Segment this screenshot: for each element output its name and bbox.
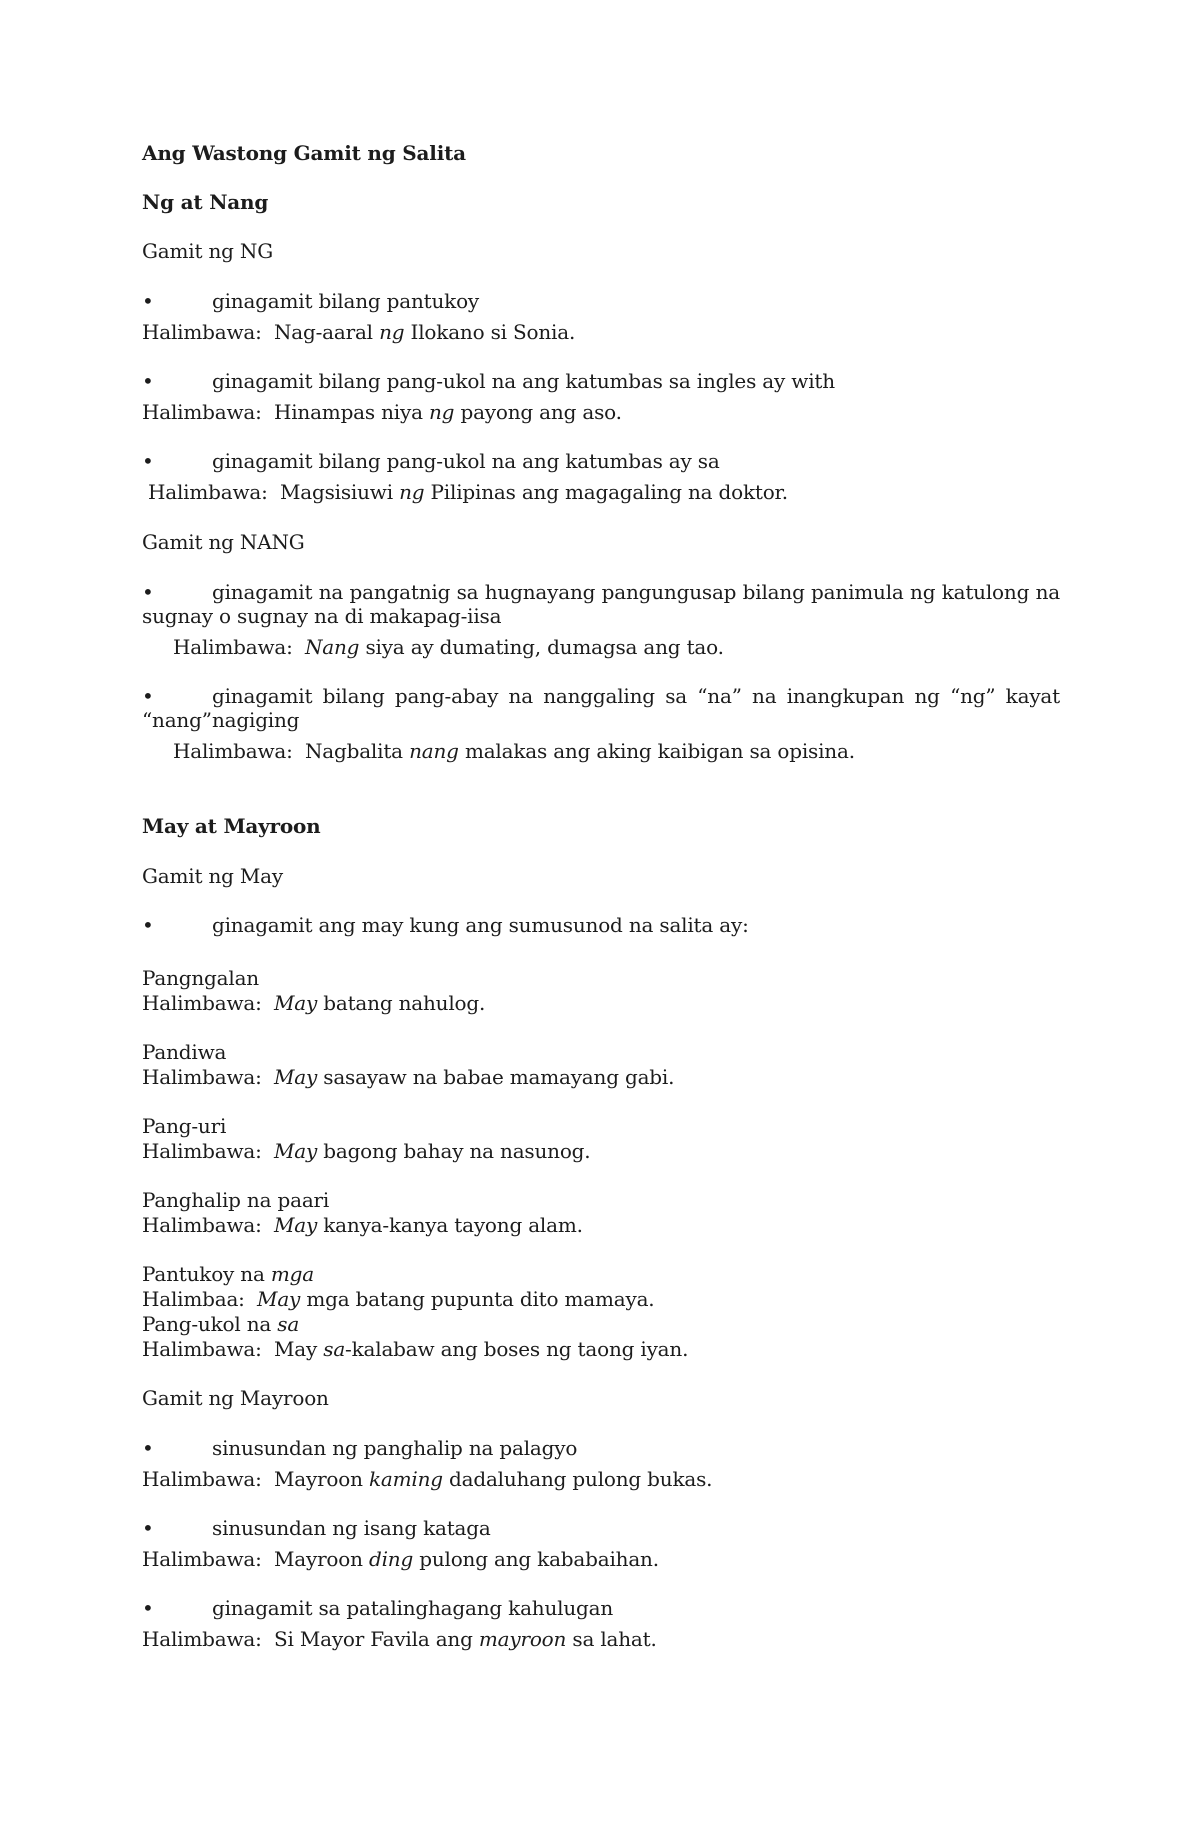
- subheading-gamit-ng-nang: Gamit ng NANG: [142, 530, 305, 554]
- category-label: Pantukoy na mga: [142, 1262, 314, 1286]
- example-line: Halimbawa: Si Mayor Favila ang mayroon sa lahat.: [142, 1627, 657, 1651]
- list-item-continuation: “nang”: [142, 708, 212, 732]
- section-heading-ng-nang: Ng at Nang: [142, 190, 269, 214]
- example-line: Halimbawa: May bagong bahay na nasunog.: [142, 1139, 591, 1163]
- list-item: ginagamit bilang pantukoy: [212, 289, 480, 313]
- list-item: ginagamit bilang pang-ukol na ang katumbas sa ingles ay with: [212, 369, 835, 393]
- list-item: sinusundan ng isang kataga: [212, 1516, 491, 1540]
- example-line: Halimbawa: Hinampas niya ng payong ang aso.: [142, 400, 622, 424]
- subheading-gamit-ng-ng: Gamit ng NG: [142, 239, 273, 263]
- list-item: ginagamit na pangatnig sa hugnayang pangungusap bilang panimula ng katulong na: [212, 580, 1060, 604]
- example-line: Halimbawa: Nag-aaral ng Ilokano si Sonia.: [142, 320, 576, 344]
- example-line: Halimbawa: Nang siya ay dumating, dumagsa ang tao.: [173, 635, 724, 659]
- bullet: •: [142, 289, 154, 313]
- bullet: •: [142, 449, 154, 473]
- example-line: Halimbaa: May mga batang pupunta dito mamaya.: [142, 1287, 655, 1311]
- list-item: sinusundan ng panghalip na palagyo: [212, 1436, 578, 1460]
- bullet: •: [142, 913, 154, 937]
- category-label: Pang-uri: [142, 1114, 227, 1138]
- bullet: •: [142, 1436, 154, 1460]
- bullet: •: [142, 684, 154, 708]
- example-line: Halimbawa: May sasayaw na babae mamayang gabi.: [142, 1065, 675, 1089]
- list-item: ginagamit bilang pang-abay na nanggaling sa “na” na inangkupan ng “ng” kayat nagiging: [212, 684, 1060, 732]
- section-heading-may-mayroon: May at Mayroon: [142, 814, 321, 838]
- subheading-gamit-ng-may: Gamit ng May: [142, 864, 283, 888]
- example-line: Halimbawa: May sa-kalabaw ang boses ng taong iyan.: [142, 1337, 689, 1361]
- bullet: •: [142, 1596, 154, 1620]
- list-item-continuation: sugnay o sugnay na di makapag-iisa: [142, 604, 502, 628]
- list-item: ginagamit sa patalinghagang kahulugan: [212, 1596, 614, 1620]
- category-label: Pandiwa: [142, 1040, 227, 1064]
- bullet: •: [142, 580, 154, 604]
- example-line: Halimbawa: May batang nahulog.: [142, 991, 486, 1015]
- example-line: Halimbawa: Mayroon kaming dadaluhang pulong bukas.: [142, 1467, 713, 1491]
- example-line: Halimbawa: Magsisiuwi ng Pilipinas ang magagaling na doktor.: [148, 480, 788, 504]
- bullet: •: [142, 1516, 154, 1540]
- list-item: ginagamit ang may kung ang sumusunod na salita ay:: [212, 913, 749, 937]
- bullet: •: [142, 369, 154, 393]
- document-title: Ang Wastong Gamit ng Salita: [142, 141, 466, 165]
- example-line: Halimbawa: May kanya-kanya tayong alam.: [142, 1213, 583, 1237]
- category-label: Pang-ukol na sa: [142, 1312, 300, 1336]
- example-line: Halimbawa: Nagbalita nang malakas ang aking kaibigan sa opisina.: [173, 739, 855, 763]
- category-label: Pangngalan: [142, 966, 259, 990]
- category-label: Panghalip na paari: [142, 1188, 330, 1212]
- list-item: ginagamit bilang pang-ukol na ang katumbas ay sa: [212, 449, 720, 473]
- subheading-gamit-ng-mayroon: Gamit ng Mayroon: [142, 1386, 329, 1410]
- example-line: Halimbawa: Mayroon ding pulong ang kababaihan.: [142, 1547, 659, 1571]
